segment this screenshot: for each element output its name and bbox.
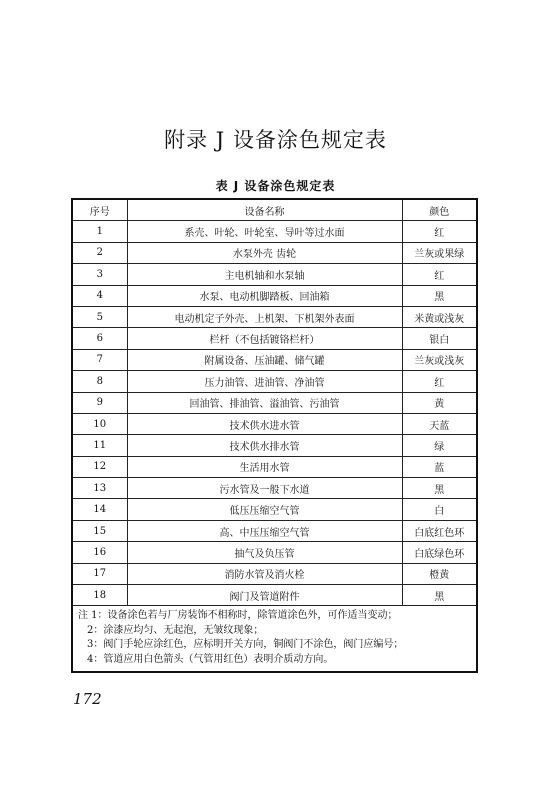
cell-number: 6	[72, 328, 127, 349]
cell-color: 红	[402, 264, 477, 285]
cell-equipment-name: 阀门及管道附件	[127, 585, 402, 606]
note-line: 2：涂漆应均匀、无起泡，无皱纹现象；	[87, 624, 264, 636]
cell-number: 4	[72, 285, 127, 306]
cell-equipment-name: 水泵外壳 齿轮	[127, 242, 402, 263]
cell-equipment-name: 污水管及一般下水道	[127, 478, 402, 499]
cell-number: 10	[72, 413, 127, 434]
table-row	[72, 563, 477, 584]
header-number: 序号	[72, 199, 127, 221]
table-row	[72, 499, 477, 520]
cell-number: 3	[72, 264, 127, 285]
cell-color: 兰灰或浅灰	[402, 349, 477, 370]
cell-color: 红	[402, 371, 477, 392]
note-line: 4：管道应用白色箭头（气管用红色）表明介质动方向。	[87, 653, 334, 665]
table-row	[72, 413, 477, 434]
cell-equipment-name: 主电机轴和水泵轴	[127, 264, 402, 285]
cell-equipment-name: 电动机定子外壳、上机架、下机架外表面	[127, 306, 402, 327]
table-row	[72, 328, 477, 349]
cell-equipment-name: 附属设备、压油罐、储气罐	[127, 349, 402, 370]
table-row	[72, 264, 477, 285]
table-row	[72, 285, 477, 306]
cell-color: 米黄或浅灰	[402, 306, 477, 327]
cell-color: 绿	[402, 435, 477, 456]
table-row	[72, 478, 477, 499]
cell-number: 8	[72, 371, 127, 392]
cell-equipment-name: 系壳、叶轮、叶轮室、导叶等过水面	[127, 221, 402, 242]
table-row	[72, 542, 477, 563]
cell-number: 9	[72, 392, 127, 413]
cell-color: 橙黄	[402, 563, 477, 584]
notes-cell	[72, 606, 477, 673]
table-row	[72, 456, 477, 477]
cell-equipment-name: 消防水管及消火栓	[127, 563, 402, 584]
cell-equipment-name: 低压压缩空气管	[127, 499, 402, 520]
cell-equipment-name: 高、中压压缩空气管	[127, 520, 402, 541]
cell-number: 16	[72, 542, 127, 563]
cell-color: 白底绿色环	[402, 542, 477, 563]
table-row	[72, 242, 477, 263]
cell-number: 12	[72, 456, 127, 477]
cell-color: 黑	[402, 585, 477, 606]
table-row	[72, 520, 477, 541]
cell-color: 黄	[402, 392, 477, 413]
table-row	[72, 349, 477, 370]
cell-color: 红	[402, 221, 477, 242]
cell-color: 银白	[402, 328, 477, 349]
note-line: 3：阀门手轮应涂红色，应标明开关方向，铜阀门不涂色，阀门应编号；	[87, 639, 404, 651]
header-equipment-name: 设备名称	[127, 199, 402, 221]
cell-equipment-name: 压力油管、进油管、净油管	[127, 371, 402, 392]
table-body	[72, 221, 477, 606]
cell-color: 黑	[402, 478, 477, 499]
cell-number: 18	[72, 585, 127, 606]
cell-number: 1	[72, 221, 127, 242]
table-row	[72, 221, 477, 242]
cell-equipment-name: 技术供水排水管	[127, 435, 402, 456]
cell-number: 14	[72, 499, 127, 520]
cell-number: 7	[72, 349, 127, 370]
cell-number: 2	[72, 242, 127, 263]
cell-number: 15	[72, 520, 127, 541]
cell-color: 白底红色环	[402, 520, 477, 541]
cell-equipment-name: 回油管、排油管、溢油管、污油管	[127, 392, 402, 413]
table-header-row	[72, 199, 477, 221]
table-row	[72, 585, 477, 606]
cell-number: 11	[72, 435, 127, 456]
cell-equipment-name: 水泵、电动机脚踏板、回油箱	[127, 285, 402, 306]
table-caption: 表 J 设备涂色规定表	[215, 179, 336, 193]
table-row	[72, 371, 477, 392]
appendix-title: 附录 J 设备涂色规定表	[164, 128, 387, 152]
notes-row	[72, 606, 477, 673]
cell-number: 13	[72, 478, 127, 499]
cell-equipment-name: 栏杆（不包括镀铬栏杆）	[127, 328, 402, 349]
cell-number: 17	[72, 563, 127, 584]
page-number: 172	[73, 690, 102, 708]
cell-color: 黑	[402, 285, 477, 306]
cell-equipment-name: 生活用水管	[127, 456, 402, 477]
cell-equipment-name: 抽气及负压管	[127, 542, 402, 563]
cell-color: 蓝	[402, 456, 477, 477]
cell-equipment-name: 技术供水进水管	[127, 413, 402, 434]
note-line: 注 1：设备涂色若与厂房装饰不相称时，除管道涂色外，可作适当变动；	[78, 610, 398, 622]
cell-color: 白	[402, 499, 477, 520]
table-row	[72, 392, 477, 413]
cell-color: 兰灰或果绿	[402, 242, 477, 263]
table-row	[72, 306, 477, 327]
table-row	[72, 435, 477, 456]
header-color: 颜色	[402, 199, 477, 221]
cell-number: 5	[72, 306, 127, 327]
cell-color: 天蓝	[402, 413, 477, 434]
equipment-color-table	[71, 198, 478, 673]
